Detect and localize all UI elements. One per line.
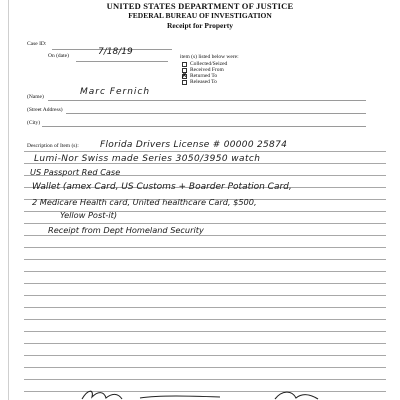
ruled-line [24,379,386,380]
city-label: (City) [27,120,41,126]
ruled-line [24,247,386,248]
street-address-label: (Street Address) [27,107,63,113]
header-form-title: Receipt for Property [167,21,233,30]
ruled-line [24,259,386,260]
description-label: Description of Item (s): [27,143,79,149]
header-agency: UNITED STATES DEPARTMENT OF JUSTICE [106,1,294,11]
description-line-2: Lumi-Nor Swiss made Series 3050/3950 watch [34,154,261,164]
ruled-line [24,343,386,344]
ruled-line [24,307,386,308]
ruled-line [24,235,386,236]
ruled-line [24,319,386,320]
street-address-line [66,113,366,114]
items-listed-label: item (s) listed below were: [180,54,239,60]
description-line-1: Florida Drivers License # 00000 25874 [100,140,288,150]
description-line-7: Receipt from Dept Homeland Security [48,225,204,235]
description-line-5: 2 Medicare Health card, United healthcare Card, $500, [32,197,257,207]
name-value: Marc Fernich [80,87,151,97]
case-id-label: Case ID: [27,41,47,47]
ruled-line [24,283,386,284]
city-line [42,126,366,127]
ruled-line [24,151,386,152]
ruled-line [24,271,386,272]
ruled-line [24,355,386,356]
released-to-checkbox[interactable] [182,80,187,85]
ruled-line [24,331,386,332]
ruled-line [24,367,386,368]
scan-edge [8,0,9,400]
date-line [76,61,168,62]
date-value: 7/18/19 [98,47,133,57]
on-date-label: On (date) [48,53,69,59]
ruled-line [24,223,386,224]
released-to-label: Released To [190,79,217,85]
header-bureau: FEDERAL BUREAU OF INVESTIGATION [128,11,272,20]
signature-scribble [70,387,330,400]
returned-to-label: Returned To [190,73,218,79]
description-line-3: US Passport Red Case [30,167,121,177]
collected-seized-label: Collected/Seized [190,61,228,67]
collected-seized-checkbox[interactable] [182,62,187,67]
received-from-label: Received From [190,67,224,73]
name-line [48,100,366,101]
check-mark-icon: ✗ [181,71,188,80]
ruled-line [24,295,386,296]
description-line-6: Yellow Post-it) [60,210,118,220]
description-line-4: Wallet (amex Card, US Customs + Boarder Potation Card, [32,182,292,192]
name-label: (Name) [27,94,44,100]
